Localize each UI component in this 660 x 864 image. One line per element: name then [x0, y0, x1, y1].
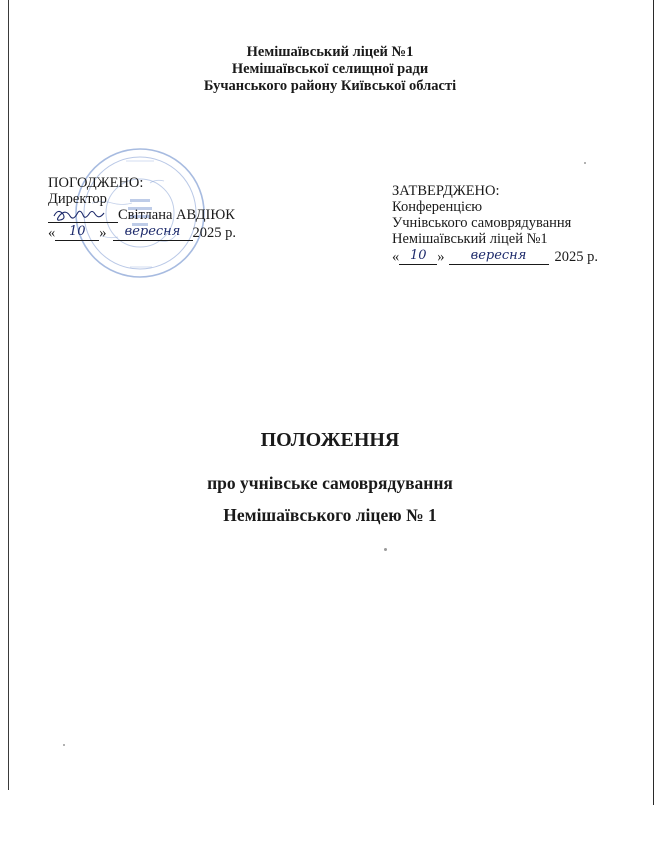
approval-right-date [392, 249, 598, 265]
date-month: вересня [470, 248, 527, 263]
date-close-quote: » [437, 249, 445, 265]
approval-right-heading: ЗАТВЕРДЖЕНО: [392, 183, 500, 199]
date-open-quote: « [48, 225, 56, 241]
approval-left-date [48, 225, 236, 241]
approval-left [48, 175, 236, 241]
approval-right-line-1: Конференцією [392, 199, 483, 215]
title-subtitle-2: Немішаївського ліцею № 1 [223, 505, 437, 525]
director-name: Світлана АВДІЮК [118, 207, 235, 223]
date-day-field [399, 249, 437, 265]
date-year: 2025 р. [192, 225, 236, 241]
date-year: 2025 р. [554, 249, 598, 265]
header-line-3: Бучанського району Київської області [203, 78, 457, 94]
page-edge-right [653, 0, 654, 805]
title-subtitle-1: про учнівське самоврядування [207, 473, 453, 493]
school-header [0, 44, 660, 95]
date-day: 10 [68, 224, 86, 239]
scan-speck [384, 548, 387, 551]
approval-left-heading: ПОГОДЖЕНО: [48, 175, 144, 191]
header-line-1: Немішаївський ліцей №1 [246, 44, 414, 60]
date-day: 10 [409, 248, 427, 263]
scan-speck [584, 162, 586, 164]
date-day-field [55, 225, 99, 241]
document-title [0, 428, 660, 536]
date-month-field [449, 249, 549, 265]
signature-scribble [48, 206, 118, 224]
title-main: ПОЛОЖЕННЯ [260, 429, 400, 451]
approval-right-line-3: Немішаївський ліцей №1 [392, 231, 548, 247]
approval-left-position: Директор [48, 191, 107, 207]
date-close-quote: » [99, 225, 107, 241]
header-line-2: Немішаївської селищної ради [231, 61, 429, 77]
page-edge-left [8, 0, 9, 790]
approval-right-line-2: Учнівського самоврядування [392, 215, 572, 231]
signature-field [48, 207, 118, 223]
signature-line [48, 207, 236, 223]
date-month: вересня [124, 224, 181, 239]
date-open-quote: « [392, 249, 400, 265]
date-month-field [113, 225, 193, 241]
scan-speck [63, 744, 65, 746]
approval-right [392, 183, 598, 265]
